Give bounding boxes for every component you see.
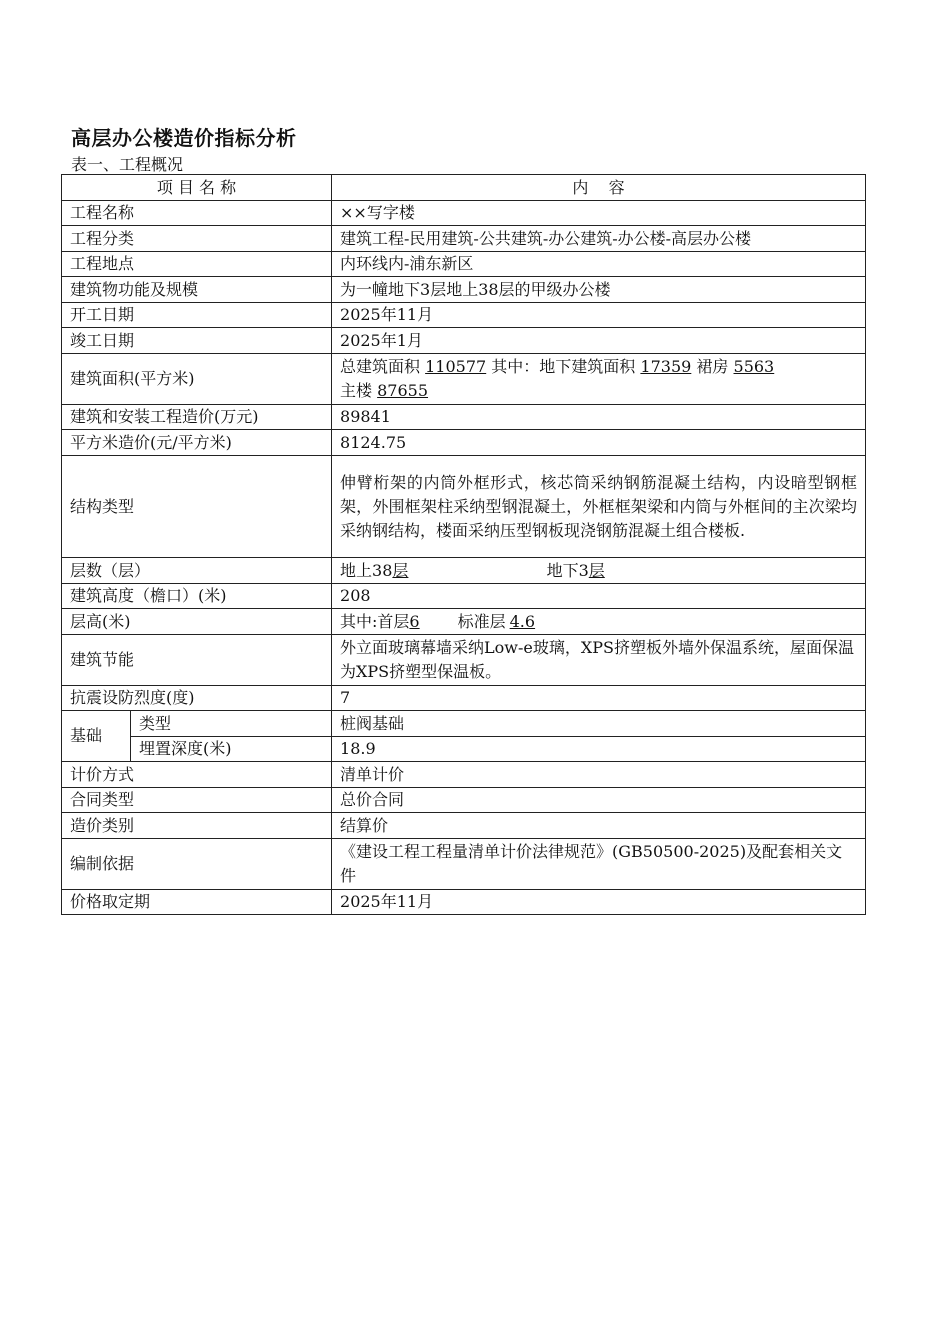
area-underground-label: 其中：地下建筑面积: [491, 357, 636, 376]
table-row: [62, 609, 866, 635]
table-row: [62, 354, 866, 405]
row-label: 建筑高度（檐口）(米): [62, 584, 332, 609]
table-row: [62, 737, 866, 762]
area-main-value: 87655: [377, 381, 429, 400]
row-value: 建筑工程-民用建筑-公共建筑-办公建筑-办公楼-高层办公楼: [332, 226, 866, 252]
row-value: 208: [332, 584, 866, 609]
row-value: [332, 354, 866, 405]
row-label: 造价类别: [62, 813, 332, 839]
row-value: 伸臂桁架的内筒外框形式，核芯筒采纳钢筋混凝土结构，内设暗型钢框架，外围框架柱采纳型钢混凝土，外框框架梁和内筒与外框间的主次梁均采纳钢结构，楼面采纳压型钢板现浇钢筋混凝土组合楼板.: [332, 456, 866, 558]
row-value: 2025年11月: [332, 303, 866, 328]
area-podium-value: 5563: [733, 357, 775, 376]
row-label: 开工日期: [62, 303, 332, 328]
table-row: [62, 635, 866, 686]
foundation-depth-value: 18.9: [332, 737, 866, 762]
table-row: [62, 252, 866, 277]
table-row: [62, 788, 866, 813]
row-label: 建筑节能: [62, 635, 332, 686]
row-value: 《建设工程工程量清单计价法律规范》(GB50500-2025)及配套相关文件: [332, 839, 866, 890]
row-value: 89841: [332, 405, 866, 430]
foundation-type-label: 类型: [131, 711, 332, 737]
table-row: [62, 711, 866, 737]
header-item-name: 项 目 名 称: [62, 175, 332, 201]
project-overview-table: [61, 174, 866, 915]
foundation-type-value: 桩阀基础: [332, 711, 866, 737]
row-label: 竣工日期: [62, 328, 332, 354]
header-content: 内 容: [332, 175, 866, 201]
table-row: [62, 328, 866, 354]
row-value: 总价合同: [332, 788, 866, 813]
page-title: 高层办公楼造价指标分析: [71, 126, 297, 150]
table-row: [62, 201, 866, 226]
row-label: 建筑面积(平方米): [62, 354, 332, 405]
floor-height-first-value: 6: [409, 611, 420, 631]
row-label: 工程分类: [62, 226, 332, 252]
area-podium-label: 裙房: [696, 357, 729, 376]
floor-height-standard-label: 标准层: [457, 611, 506, 631]
row-value: 内环线内-浦东新区: [332, 252, 866, 277]
table-row: [62, 558, 866, 584]
table-row: [62, 584, 866, 609]
floor-height-first-label: 其中:首层: [340, 611, 410, 631]
table-row: [62, 405, 866, 430]
foundation-label: 基础: [62, 711, 131, 762]
floors-below-prefix: 地下3: [546, 560, 589, 580]
area-total-value: 110577: [425, 357, 487, 376]
table-header-row: [62, 175, 866, 201]
table-row: [62, 277, 866, 303]
table-row: [62, 226, 866, 252]
table-row: [62, 839, 866, 890]
table-row: [62, 686, 866, 711]
foundation-depth-label: 埋置深度(米): [131, 737, 332, 762]
row-value: ××写字楼: [332, 201, 866, 226]
row-value: 8124.75: [332, 430, 866, 456]
floors-below-unit: 层: [588, 560, 605, 580]
row-label: 层数（层）: [62, 558, 332, 584]
row-label: 结构类型: [62, 456, 332, 558]
table-row: [62, 456, 866, 558]
row-label: 计价方式: [62, 762, 332, 788]
floors-above-unit: 层: [392, 560, 409, 580]
row-value: 外立面玻璃幕墙采纳Low-e玻璃，XPS挤塑板外墙外保温系统，屋面保温为XPS挤塑型保温板。: [332, 635, 866, 686]
row-value: 7: [332, 686, 866, 711]
area-total-label: 总建筑面积: [340, 357, 421, 376]
table-row: [62, 890, 866, 915]
row-label: 建筑物功能及规模: [62, 277, 332, 303]
table-row: [62, 762, 866, 788]
row-value: [332, 558, 866, 584]
table-row: [62, 430, 866, 456]
row-value: 2025年11月: [332, 890, 866, 915]
row-label: 价格取定期: [62, 890, 332, 915]
row-label: 合同类型: [62, 788, 332, 813]
row-label: 工程地点: [62, 252, 332, 277]
floor-height-standard-value: 4.6: [509, 611, 536, 631]
row-label: 层高(米): [62, 609, 332, 635]
table-row: [62, 813, 866, 839]
area-underground-value: 17359: [640, 357, 692, 376]
row-value: 结算价: [332, 813, 866, 839]
row-label: 工程名称: [62, 201, 332, 226]
table-row: [62, 303, 866, 328]
row-value: 为一幢地下3层地上38层的甲级办公楼: [332, 277, 866, 303]
row-value: 清单计价: [332, 762, 866, 788]
row-label: 建筑和安装工程造价(万元): [62, 405, 332, 430]
row-label: 编制依据: [62, 839, 332, 890]
row-value: 2025年1月: [332, 328, 866, 354]
table-caption: 表一、工程概况: [71, 155, 184, 174]
row-label: 抗震设防烈度(度): [62, 686, 332, 711]
row-value: [332, 609, 866, 635]
row-label: 平方米造价(元/平方米): [62, 430, 332, 456]
area-main-label: 主楼: [340, 381, 373, 400]
floors-above-prefix: 地上38: [340, 560, 393, 580]
